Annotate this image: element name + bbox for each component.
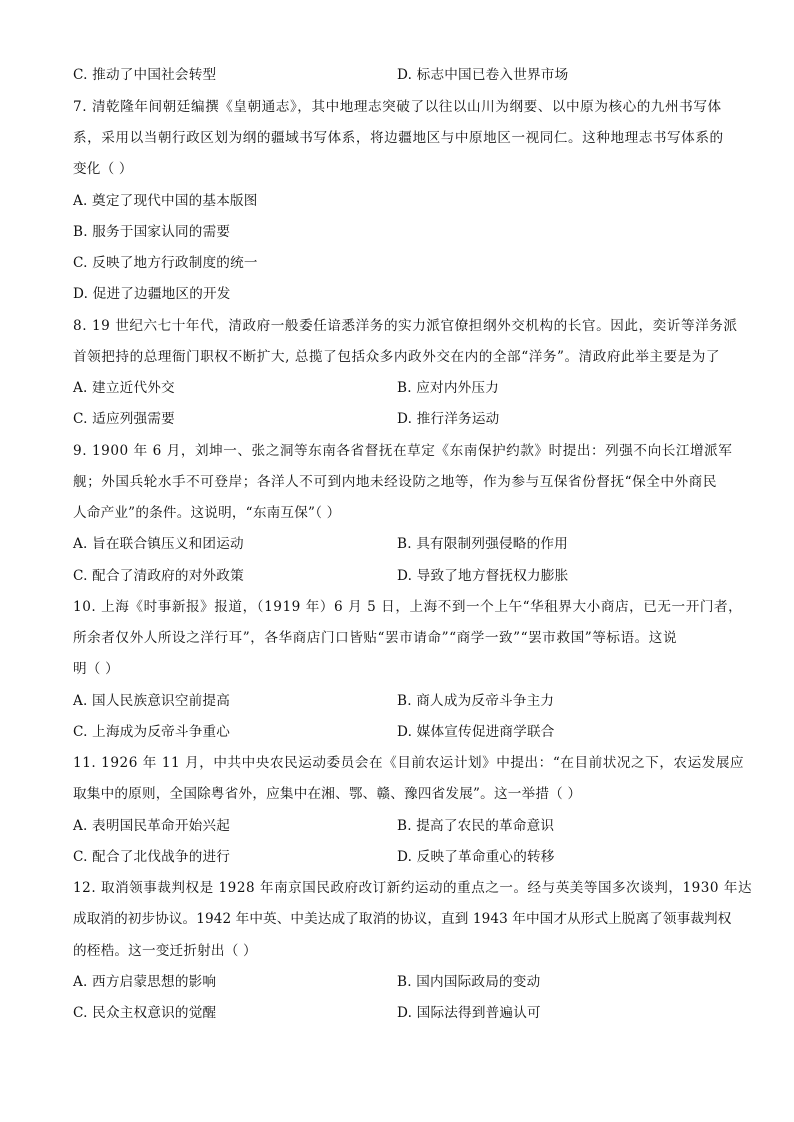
q7-option-a: A. 奠定了现代中国的基本版图 (73, 193, 258, 209)
q9-option-a: A. 旨在联合镇压义和团运动 (73, 536, 244, 552)
q9-option-b: B. 具有限制列强侵略的作用 (397, 536, 568, 552)
q9-option-d: D. 导致了地方督抚权力膨胀 (397, 568, 569, 584)
q12-stem-line-2: 成取消的初步协议。1942 年中英、中美达成了取消的协议，直到 1943 年中国才从形式上脱离了领事裁判权 (73, 911, 732, 927)
q11-stem-line-2: 取集中的原则，全国除粤省外，应集中在湘、鄂、赣、豫四省发展”。这一举措（ ） (73, 786, 582, 802)
q8-option-b: B. 应对内外压力 (397, 380, 499, 396)
q10-option-a: A. 国人民族意识空前提高 (73, 693, 230, 709)
q11-option-b: B. 提高了农民的革命意识 (397, 818, 555, 834)
q8-stem-line-2: 首领把持的总理衙门职权不断扩大, 总揽了包括众多内政外交在内的全部“洋务”。清政府此举主要是为了 (73, 349, 721, 365)
q10-option-c: C. 上海成为反帝斗争重心 (73, 724, 231, 740)
q12-stem-line-3: 的桎梏。这一变迁折射出（ ） (73, 943, 257, 959)
q7-stem-line-1: 7. 清乾隆年间朝廷编撰《皇朝通志》，其中地理志突破了以往以山川为纲要、以中原为核心的九州书写体 (73, 99, 722, 115)
q10-option-d: D. 媒体宣传促进商学联合 (397, 724, 555, 740)
q11-stem-line-1: 11. 1926 年 11 月，中共中央农民运动委员会在《目前农运计划》中提出：“在目前状况之下，农运发展应 (73, 755, 745, 771)
q8-option-c: C. 适应列强需要 (73, 411, 175, 427)
q12-option-d: D. 国际法得到普遍认可 (397, 1005, 541, 1021)
q7-stem-line-2: 系，采用以当朝行政区划为纲的疆域书写体系，将边疆地区与中原地区一视同仁。这种地理志书写体系的 (73, 130, 724, 146)
q9-stem-line-1: 9. 1900 年 6 月，刘坤一、张之洞等东南各省督抚在草定《东南保护约款》时提出：列强不向长江增派军 (73, 443, 733, 459)
q10-stem-line-3: 明（ ） (73, 661, 119, 677)
q9-option-c: C. 配合了清政府的对外政策 (73, 568, 244, 584)
q6-option-d: D. 标志中国已卷入世界市场 (397, 67, 569, 83)
q12-option-c: C. 民众主权意识的觉醒 (73, 1005, 217, 1021)
q12-option-b: B. 国内国际政局的变动 (397, 974, 541, 990)
q10-option-b: B. 商人成为反帝斗争主力 (397, 693, 555, 709)
q10-stem-line-2: 所余者仅外人所设之洋行耳”，各华商店门口皆贴“罢市请命”“商学一致”“罢市救国”等标语。这说 (73, 630, 678, 646)
q12-option-a: A. 西方启蒙思想的影响 (73, 974, 217, 990)
q11-option-d: D. 反映了革命重心的转移 (397, 849, 555, 865)
q10-stem-line-1: 10. 上海《时事新报》报道，（1919 年）6 月 5 日，上海不到一个上午“华租界大小商店，已无一开门者， (73, 599, 743, 615)
q12-stem-line-1: 12. 取消领事裁判权是 1928 年南京国民政府改订新约运动的重点之一。经与英美等国多次谈判，1930 年达 (73, 880, 753, 896)
q8-stem-line-1: 8. 19 世纪六七十年代，清政府一般委任谙悉洋务的实力派官僚担纲外交机构的长官。因此，奕䜣等洋务派 (73, 318, 738, 334)
q8-option-a: A. 建立近代外交 (73, 380, 175, 396)
q11-option-c: C. 配合了北伐战争的进行 (73, 849, 231, 865)
q7-option-c: C. 反映了地方行政制度的统一 (73, 255, 258, 271)
q7-option-b: B. 服务于国家认同的需要 (73, 224, 231, 240)
q8-option-d: D. 推行洋务运动 (397, 411, 500, 427)
q9-stem-line-2: 舰；外国兵轮水手不可登岸；各洋人不可到内地未经设防之地等，作为参与互保省份督抚“保全中外商民 (73, 474, 717, 490)
q9-stem-line-3: 人命产业”的条件。这说明，“东南互保”（ ） (73, 505, 341, 521)
q7-stem-line-3: 变化（ ） (73, 161, 133, 177)
q7-option-d: D. 促进了边疆地区的开发 (73, 286, 231, 302)
q11-option-a: A. 表明国民革命开始兴起 (73, 818, 230, 834)
q6-option-c: C. 推动了中国社会转型 (73, 67, 217, 83)
